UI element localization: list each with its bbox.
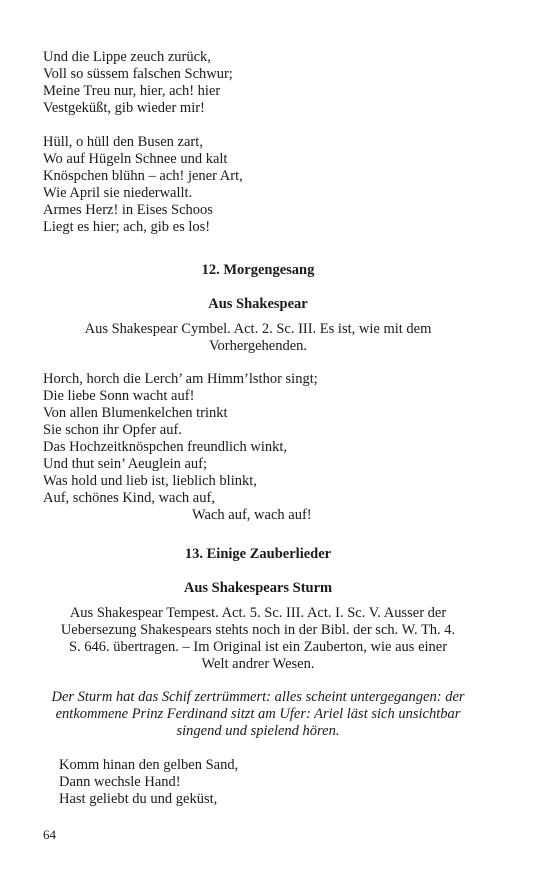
- verse-line: Voll so süssem falschen Schwur;: [43, 66, 233, 82]
- stage-line: entkommene Prinz Ferdinand sitzt am Ufer: Ariel läst sich unsichtbar: [55, 706, 461, 722]
- verse-line: Horch, horch die Lerch’ am Himm’lsthor singt;: [43, 371, 318, 387]
- note-line: Uebersezung Shakespears stehts noch in der Bibl. der sch. W. Th. 4.: [60, 622, 456, 638]
- verse-line: Armes Herz! in Eises Schoos: [43, 202, 213, 218]
- stage-line: singend und spielend hören.: [176, 723, 340, 739]
- stanza-1: [43, 49, 473, 117]
- stage-line: Der Sturm hat das Schif zertrümmert: alles scheint untergegangen: der: [51, 689, 465, 705]
- verse-line: Meine Treu nur, hier, ach! hier: [43, 83, 221, 99]
- section-12-poem: [43, 371, 473, 507]
- note-line: S. 646. übertragen. – Im Original ist ein Zauberton, wie aus einer: [68, 639, 448, 655]
- verse-line: Vestgeküßt, gib wieder mir!: [43, 100, 205, 116]
- verse-line: Auf, schönes Kind, wach auf,: [43, 490, 215, 506]
- verse-line: Komm hinan den gelben Sand,: [59, 757, 239, 773]
- verse-line: Von allen Blumenkelchen trinkt: [43, 405, 228, 421]
- verse-line: Wie April sie niederwallt.: [43, 185, 193, 201]
- page-number: 64: [43, 827, 56, 842]
- verse-line: Dann wechsle Hand!: [59, 774, 181, 790]
- section-12-note: [43, 321, 473, 355]
- verse-line: Hüll, o hüll den Busen zart,: [43, 134, 203, 150]
- verse-line: Liegt es hier; ach, gib es los!: [43, 219, 211, 235]
- section-12-subtitle: Aus Shakespear: [208, 296, 308, 312]
- verse-line: Sie schon ihr Opfer auf.: [43, 422, 182, 438]
- verse-line: Hast geliebt du und geküst,: [59, 791, 218, 807]
- verse-line: Knöspchen blühn – ach! jener Art,: [43, 168, 243, 184]
- section-13-subtitle: Aus Shakespears Sturm: [183, 580, 333, 596]
- verse-line: Die liebe Sonn wacht auf!: [43, 388, 195, 404]
- note-line: Vorhergehenden.: [208, 338, 308, 354]
- stage-direction: [43, 689, 473, 740]
- note-line: Aus Shakespear Tempest. Act. 5. Sc. III. Act. I. Sc. V. Ausser der: [69, 605, 447, 621]
- note-line: Aus Shakespear Cymbel. Act. 2. Sc. III. Es ist, wie mit dem: [84, 321, 432, 337]
- stanza-2: [43, 134, 473, 236]
- note-line: Welt andrer Wesen.: [201, 656, 315, 672]
- verse-line: Und thut sein’ Aeuglein auf;: [43, 456, 208, 472]
- section-13-note: [43, 605, 473, 673]
- section-13-poem: [43, 757, 489, 808]
- verse-line: Das Hochzeitknöspchen freundlich winkt,: [43, 439, 288, 455]
- section-13-title: 13. Einige Zauberlieder: [184, 546, 332, 562]
- section-12-title: 12. Morgengesang: [201, 262, 315, 278]
- verse-line: Wo auf Hügeln Schnee und kalt: [43, 151, 228, 167]
- refrain-line: Wach auf, wach auf!: [192, 507, 312, 523]
- verse-line: Und die Lippe zeuch zurück,: [43, 49, 211, 65]
- verse-line: Was hold und lieb ist, lieblich blinkt,: [43, 473, 257, 489]
